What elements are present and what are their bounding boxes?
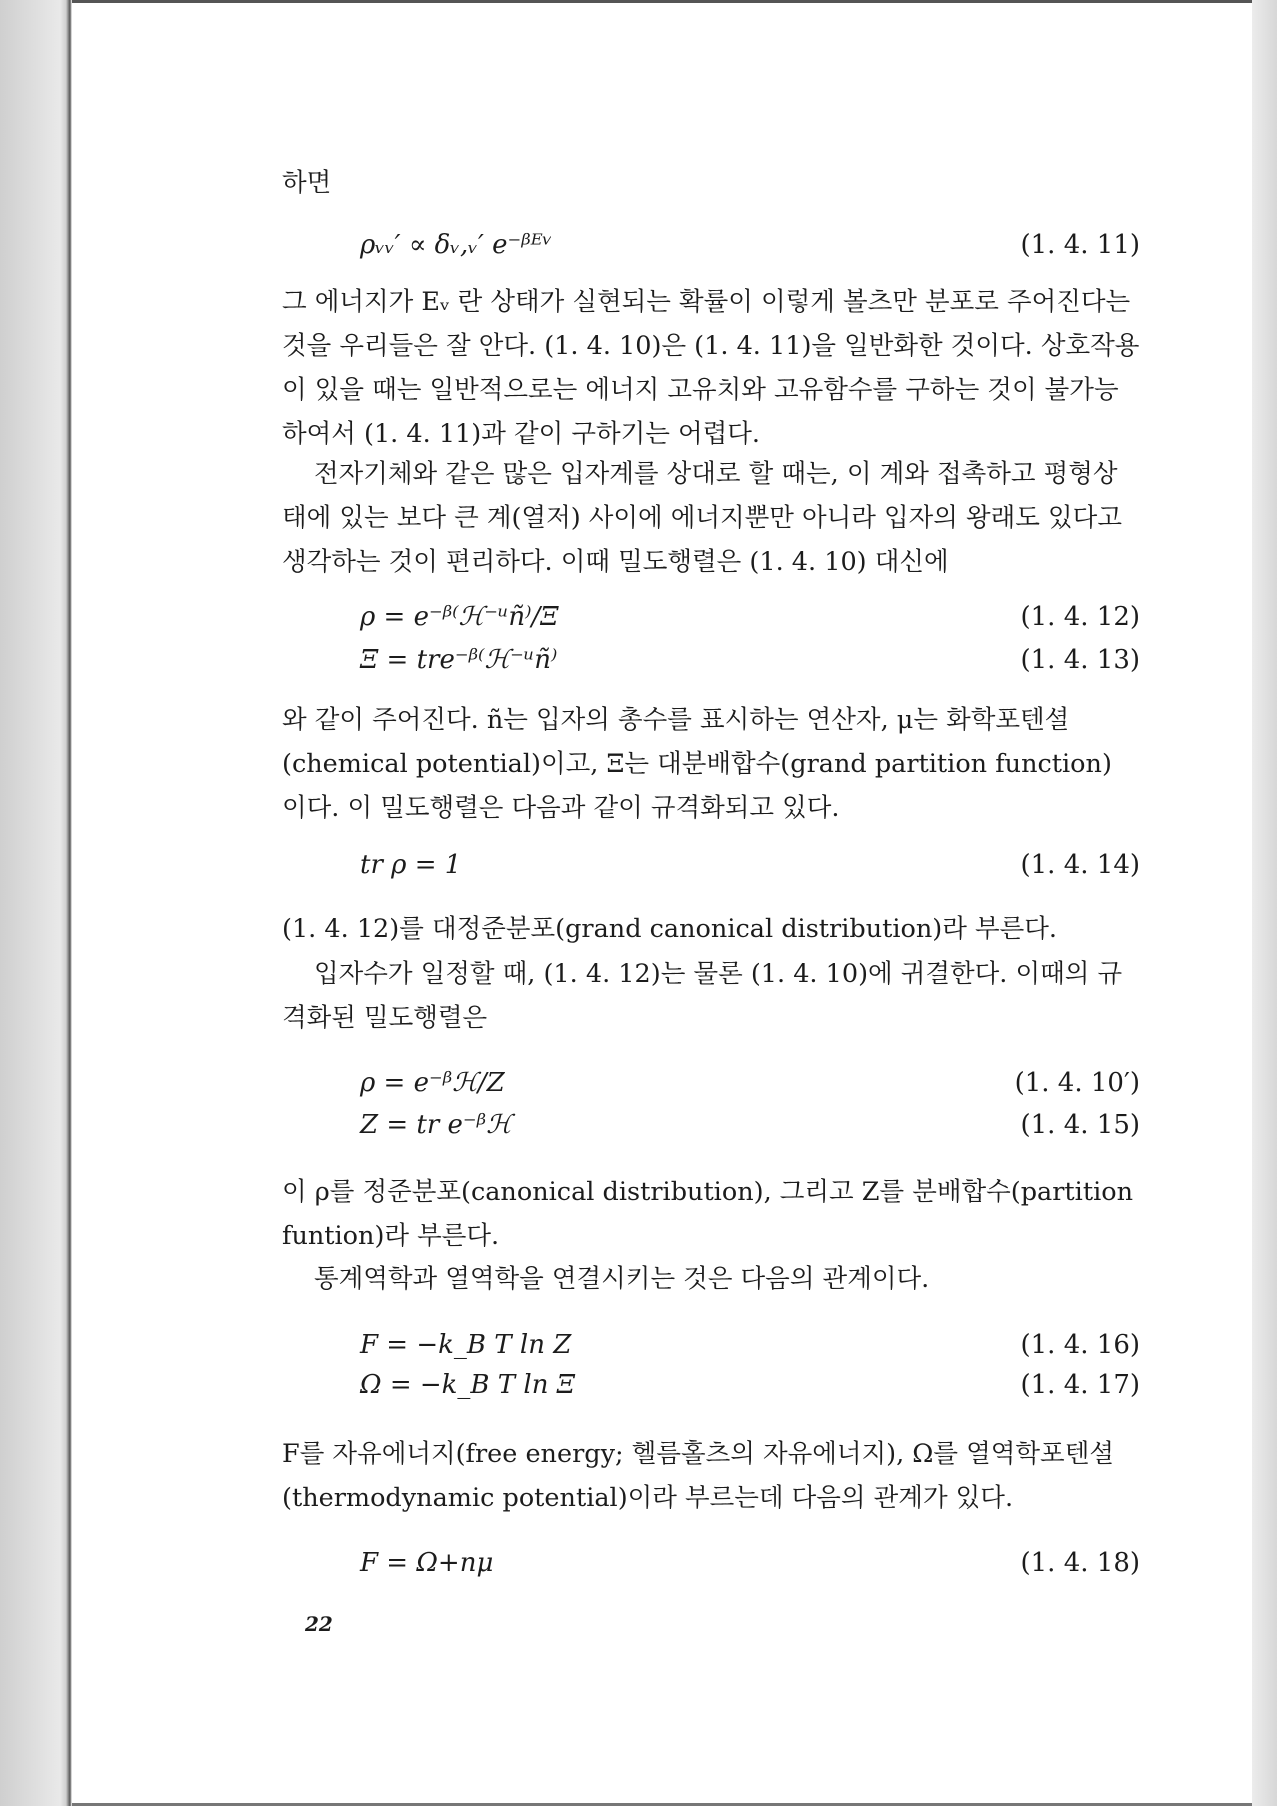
paragraph-chemical-potential: 와 같이 주어진다. ñ는 입자의 총수를 표시하는 연산자, μ는 화학포텐셜 (chemical potential)이고, Ξ는 대분배합수(grand partition function) 이다. 이 밀도행렬은 다음과 같이 규격화되고 있다. xyxy=(282,705,1112,823)
page-right-edge xyxy=(1252,0,1277,1806)
equation-expression: Ξ = tre⁻ᵝ⁽ℋ⁻ᵘñ⁾ xyxy=(360,645,558,675)
equation-expression: tr ρ = 1 xyxy=(360,850,462,880)
paragraph-canonical: 이 ρ를 정준분포(canonical distribution), 그리고 Z를 분배합수(partition funtion)라 부른다. xyxy=(282,1177,1134,1251)
equation-number: (1. 4. 17) xyxy=(1020,1370,1140,1400)
equation-number: (1. 4. 16) xyxy=(1020,1330,1140,1360)
equation-number: (1. 4. 14) xyxy=(1020,850,1140,880)
equation-1-4-16 xyxy=(360,1330,1140,1364)
page-top-border xyxy=(72,0,1252,3)
equation-expression: ρᵥᵥ′ ∝ δᵥ,ᵥ′ e⁻ᵝᴱᵛ xyxy=(360,230,553,260)
paragraph-relation: 통계역학과 열역학을 연결시키는 것은 다음의 관계이다. xyxy=(314,1264,930,1294)
equation-expression: Ω = −k_B T ln Ξ xyxy=(360,1370,576,1400)
equation-number: (1. 4. 12) xyxy=(1020,602,1140,632)
equation-number: (1. 4. 13) xyxy=(1020,645,1140,675)
equation-1-4-12 xyxy=(360,602,1140,636)
text-line-intro: 하면 xyxy=(282,168,332,198)
page-left-edge xyxy=(0,0,72,1806)
paragraph-particle-number: 입자수가 일정할 때, (1. 4. 12)는 물론 (1. 4. 10)에 귀결한다. 이때의 규격화된 밀도행렬은 xyxy=(282,959,1123,1033)
equation-expression: ρ = e⁻ᵝ⁽ℋ⁻ᵘñ⁾/Ξ xyxy=(360,602,559,632)
equation-number: (1. 4. 18) xyxy=(1020,1548,1140,1578)
equation-1-4-18 xyxy=(360,1548,1140,1582)
book-page xyxy=(72,0,1252,1806)
equation-expression: ρ = e⁻ᵝℋ/Z xyxy=(360,1068,505,1098)
equation-1-4-13 xyxy=(360,645,1140,679)
equation-expression: F = Ω+nμ xyxy=(360,1548,494,1578)
paragraph-boltzmann: 그 에너지가 Eᵥ 란 상태가 실현되는 확률이 이렇게 볼츠만 분포로 주어진다는 것을 우리들은 잘 안다. (1. 4. 10)은 (1. 4. 11)을 일반화한 것이다. 상호작용이 있을 때는 일반적으로는 에너지 고유치와 고유함수를 구하는 것이 불가능하여서 (1. 4. 11)과 같이 구하기는 어렵다. xyxy=(282,287,1140,449)
equation-1-4-10-prime xyxy=(360,1068,1140,1102)
equation-1-4-14 xyxy=(360,850,1140,884)
page-number: 22 xyxy=(305,1612,333,1636)
paragraph-grand-canonical: (1. 4. 12)를 대정준분포(grand canonical distribution)라 부른다. xyxy=(282,914,1057,944)
equation-1-4-17 xyxy=(360,1370,1140,1404)
equation-number: (1. 4. 10′) xyxy=(1014,1068,1140,1098)
equation-number: (1. 4. 15) xyxy=(1020,1110,1140,1140)
equation-1-4-11 xyxy=(360,230,1140,264)
equation-number: (1. 4. 11) xyxy=(1020,230,1140,260)
equation-expression: Z = tr e⁻ᵝℋ xyxy=(360,1110,512,1140)
equation-1-4-15 xyxy=(360,1110,1140,1144)
paragraph-electron-gas: 전자기체와 같은 많은 입자계를 상대로 할 때는, 이 계와 접촉하고 평형상태에 있는 보다 큰 계(열저) 사이에 에너지뿐만 아니라 입자의 왕래도 있다고 생각하는 것이 편리하다. 이때 밀도행렬은 (1. 4. 10) 대신에 xyxy=(282,459,1122,577)
equation-expression: F = −k_B T ln Z xyxy=(360,1330,572,1360)
paragraph-free-energy: F를 자유에너지(free energy; 헬름홀츠의 자유에너지), Ω를 열역학포텐셜(thermodynamic potential)이라 부르는데 다음의 관계가 있다. xyxy=(282,1439,1114,1513)
